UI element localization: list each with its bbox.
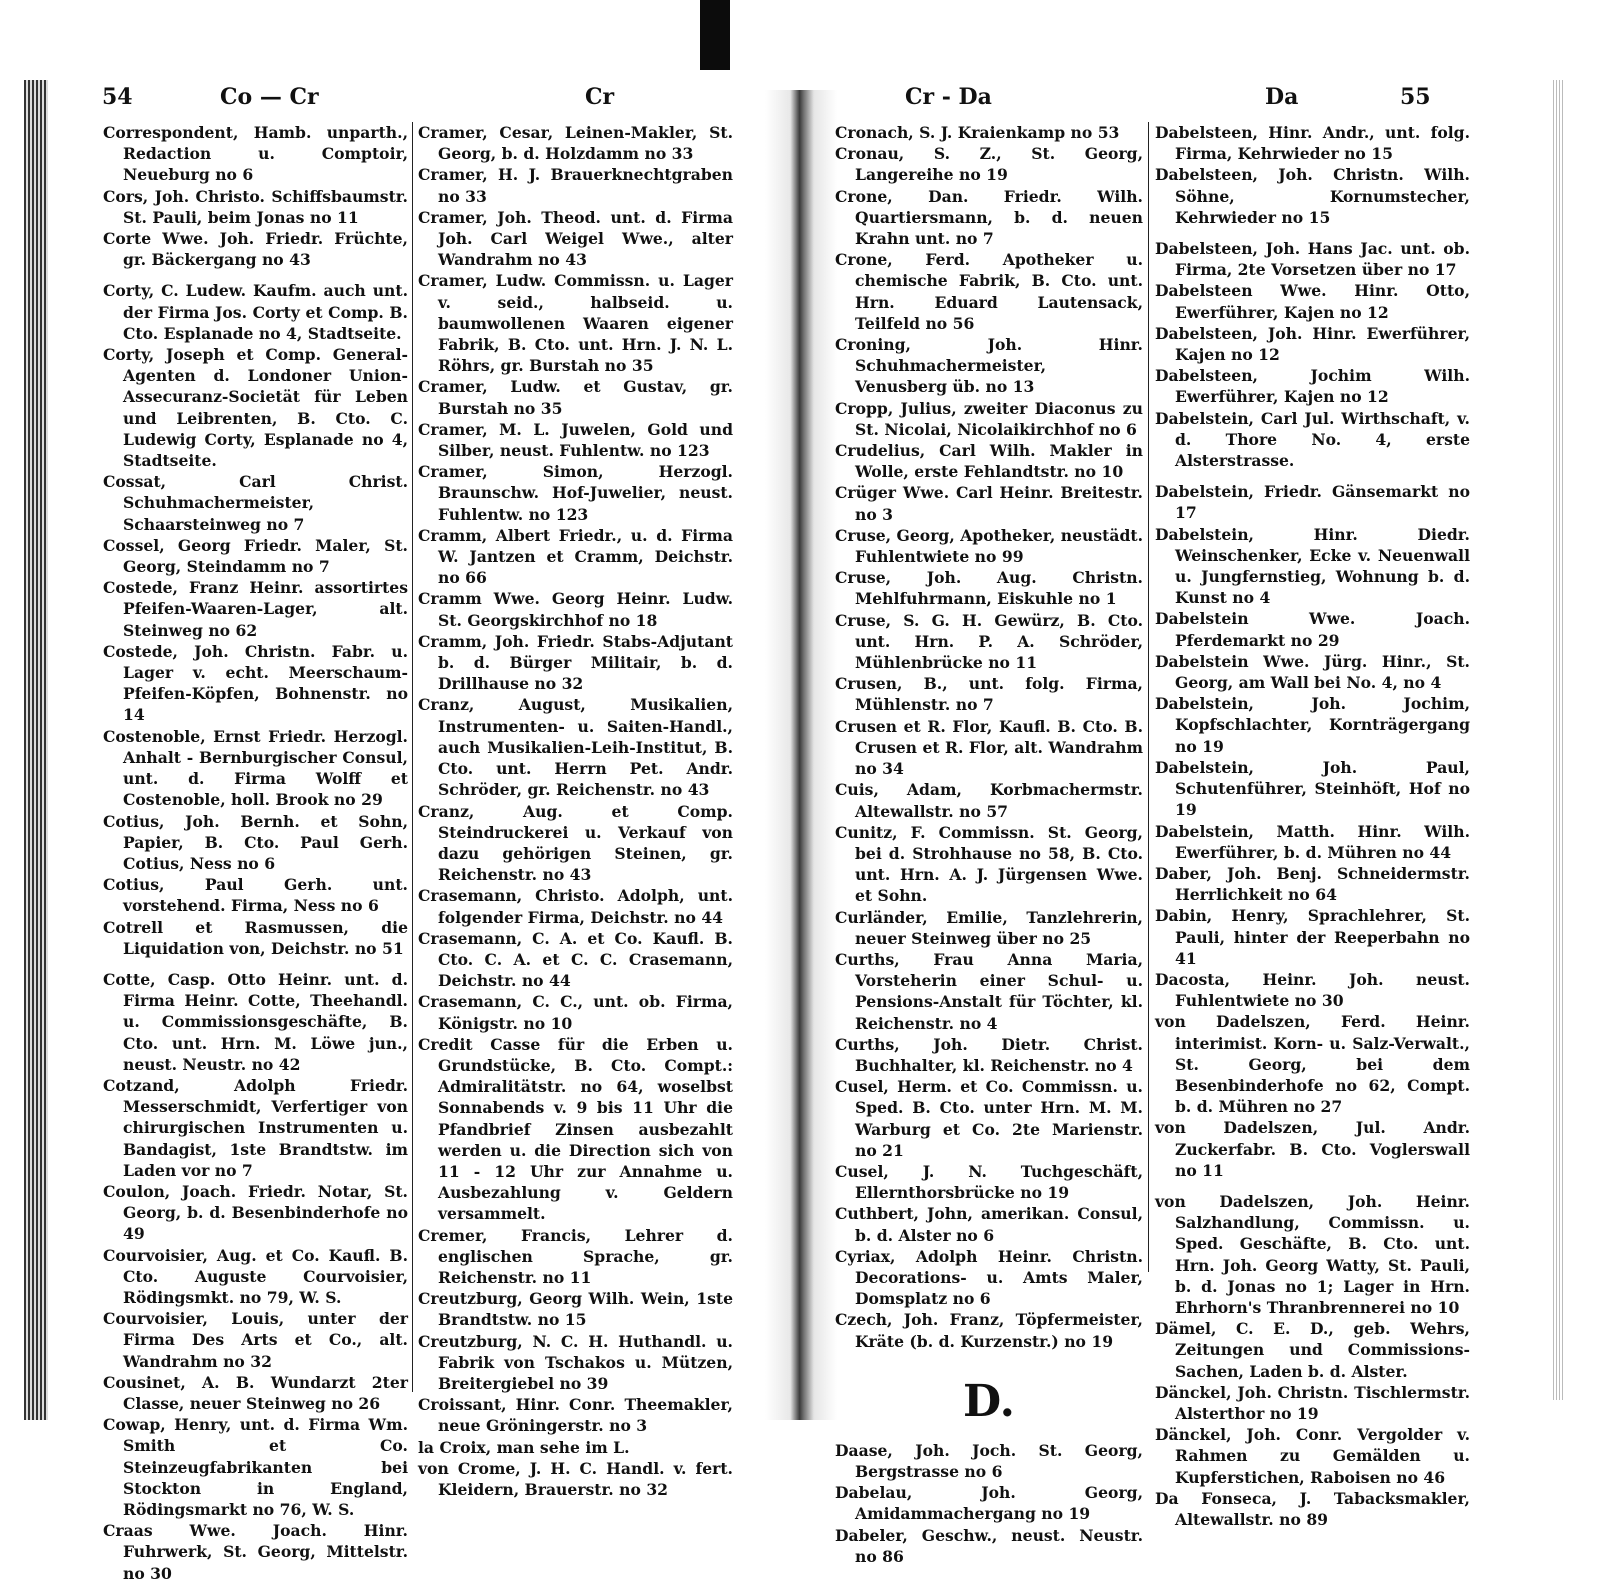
directory-entry xyxy=(103,577,408,641)
entry-text: Dabelau, Joh. Georg, Amidammachergang no 19 xyxy=(835,1483,1143,1524)
directory-entry xyxy=(835,567,1143,609)
entry-text: Dabelsteen, Joh. Hinr. Ewerführer, Kajen no 12 xyxy=(1155,323,1470,365)
directory-entry xyxy=(835,779,1143,821)
directory-entry xyxy=(103,1308,408,1372)
entry-text: Curths, Frau Anna Maria, Vorsteherin einer Schul- u. Pensions-Anstalt für Töchter, kl. Reichenstr. no 4 xyxy=(835,949,1143,1033)
directory-entry xyxy=(1155,1117,1470,1181)
directory-entry xyxy=(835,1246,1143,1310)
directory-entry xyxy=(835,673,1143,715)
entry-text: Cramer, Simon, Herzogl. Braunschw. Hof-Juwelier, neust. Fuhlentw. no 123 xyxy=(418,462,733,524)
entry-text: Dabelstein Wwe. Joach. Pferdemarkt no 29 xyxy=(1155,609,1470,650)
directory-entry xyxy=(1155,122,1470,164)
directory-entry xyxy=(103,874,408,916)
entry-text: Dabelstein Wwe. Jürg. Hinr., St. Georg, am Wall bei No. 4, no 4 xyxy=(1155,651,1470,693)
entry-text: Cowap, Henry, unt. d. Firma Wm. Smith et Co. Steinzeugfabrikanten bei Stockton in England, Rödingsmarkt no 76, W. S. xyxy=(103,1415,408,1519)
directory-entry xyxy=(835,822,1143,907)
section-letter: D. xyxy=(963,1375,1015,1427)
entry-text: Cusel, J. N. Tuchgeschäft, Ellernthorsbrücke no 19 xyxy=(835,1161,1143,1203)
directory-entry xyxy=(835,1203,1143,1245)
entry-text: Cranz, August, Musikalien, Instrumenten- u. Saiten-Handl., auch Musikalien-Leih-Institut, B. Cto. unt. Herrn Pet. Andr. Schröder, gr. Reichenstr. no 43 xyxy=(418,695,733,800)
directory-entry xyxy=(835,440,1143,482)
directory-entry xyxy=(103,726,408,811)
directory-entry xyxy=(1155,323,1470,365)
directory-entry xyxy=(835,1525,1143,1567)
spacer xyxy=(1155,228,1470,238)
directory-entry xyxy=(103,1075,408,1181)
directory-entry xyxy=(418,207,733,271)
directory-entry xyxy=(1155,905,1470,969)
directory-entry xyxy=(418,928,733,992)
directory-entry xyxy=(103,280,408,344)
entry-text: Cors, Joh. Christo. Schiffsbaumstr. St. Pauli, beim Jonas no 11 xyxy=(103,186,408,227)
entry-text: Courvoisier, Aug. et Co. Kaufl. B. Cto. Auguste Courvoisier, Rödingsmkt. no 79, W. S. xyxy=(103,1245,408,1307)
entry-text: Dabelstein, Hinr. Diedr. Weinschenker, Ecke v. Neuenwall u. Jungfernstieg, Wohnung b. d. Kunst no 4 xyxy=(1155,524,1470,608)
entry-text: Cossel, Georg Friedr. Maler, St. Georg, Steindamm no 7 xyxy=(103,535,408,577)
entry-text: Cramer, M. L. Juwelen, Gold und Silber, neust. Fuhlentw. no 123 xyxy=(418,419,733,461)
entry-text: Dabelsteen, Jochim Wilh. Ewerführer, Kajen no 12 xyxy=(1155,366,1470,407)
directory-entry xyxy=(835,716,1143,780)
entry-text: Coulon, Joach. Friedr. Notar, St. Georg, b. d. Besenbinderhofe no 49 xyxy=(103,1181,408,1244)
directory-entry xyxy=(1155,821,1470,863)
directory-entry xyxy=(103,917,408,959)
entry-text: Dabelstein, Joh. Jochim, Kopfschlachter, Kornträgergang no 19 xyxy=(1155,694,1470,756)
directory-entry xyxy=(835,949,1143,1034)
entry-text: Dabeler, Geschw., neust. Neustr. no 86 xyxy=(835,1525,1143,1566)
entry-text: Dabelstein, Joh. Paul, Schutenführer, Steinhöft, Hof no 19 xyxy=(1155,757,1470,820)
directory-entry xyxy=(418,376,733,418)
entry-text: Cotte, Casp. Otto Heinr. unt. d. Firma Heinr. Cotte, Theehandl. u. Commissionsgeschäfte, B. Cto. unt. Hrn. M. Löwe jun., neust. Neustr. no 42 xyxy=(103,969,408,1074)
directory-entry xyxy=(418,1437,733,1458)
directory-entry xyxy=(103,122,408,186)
entry-text: Dänckel, Joh. Conr. Vergolder v. Rahmen zu Gemälden u. Kupferstichen, Raboisen no 46 xyxy=(1155,1425,1470,1487)
directory-entry xyxy=(1155,693,1470,757)
directory-entry xyxy=(835,525,1143,567)
entry-text: Cranz, Aug. et Comp. Steindruckerei u. Verkauf von dazu gehörigen Steinen, gr. Reichenstr. no 43 xyxy=(418,801,733,885)
directory-entry xyxy=(103,1520,408,1584)
directory-entry xyxy=(103,344,408,471)
directory-entry xyxy=(835,398,1143,440)
directory-entry xyxy=(418,461,733,525)
directory-entry xyxy=(418,588,733,630)
directory-entry xyxy=(1155,365,1470,407)
entry-text: Cousinet, A. B. Wundarzt 2ter Classe, neuer Steinweg no 26 xyxy=(103,1372,408,1413)
directory-entry xyxy=(418,1394,733,1436)
directory-entry xyxy=(418,631,733,695)
page-number: 55 xyxy=(1400,84,1431,110)
entry-text: Cotius, Paul Gerh. unt. vorstehend. Firma, Ness no 6 xyxy=(103,875,408,916)
entry-text: Cremer, Francis, Lehrer d. englischen Sprache, gr. Reichenstr. no 11 xyxy=(418,1225,733,1287)
directory-entry xyxy=(418,1331,733,1395)
entry-text: Daase, Joh. Joch. St. Georg, Bergstrasse no 6 xyxy=(835,1440,1143,1481)
directory-entry xyxy=(835,143,1143,185)
column-2 xyxy=(1155,122,1470,1529)
entry-text: Crasemann, Christo. Adolph, unt. folgender Firma, Deichstr. no 44 xyxy=(418,886,733,927)
entry-text: Craas Wwe. Joach. Hinr. Fuhrwerk, St. Georg, Mittelstr. no 30 xyxy=(103,1521,408,1583)
entry-text: Corty, C. Ludew. Kaufm. auch unt. der Firma Jos. Corty et Comp. B. Cto. Esplanade no 4, Stadtseite. xyxy=(103,281,408,343)
left-page xyxy=(60,80,765,1583)
directory-entry xyxy=(103,1372,408,1414)
directory-entry xyxy=(835,122,1143,143)
film-edge-marker xyxy=(700,0,730,70)
directory-entry xyxy=(103,471,408,535)
page-edges-left xyxy=(24,80,48,1420)
directory-entry xyxy=(835,907,1143,949)
entry-text: Daber, Joh. Benj. Schneidermstr. Herrlichkeit no 64 xyxy=(1155,863,1470,905)
entry-text: Dabelsteen, Joh. Hans Jac. unt. ob. Firma, 2te Vorsetzen über no 17 xyxy=(1155,239,1470,280)
directory-entry xyxy=(103,1181,408,1245)
column-1 xyxy=(835,122,1143,1566)
directory-entry xyxy=(103,969,408,1075)
directory-entry xyxy=(418,1225,733,1289)
right-page-header xyxy=(830,80,1535,116)
entry-text: Costede, Joh. Christn. Fabr. u. Lager v. echt. Meerschaum-Pfeifen-Köpfen, Bohnenstr. no 14 xyxy=(103,641,408,725)
directory-entry xyxy=(835,186,1143,250)
directory-entry xyxy=(1155,1382,1470,1424)
entry-text: Croissant, Hinr. Conr. Theemakler, neue Gröningerstr. no 3 xyxy=(418,1395,733,1436)
entry-text: Crudelius, Carl Wilh. Makler in Wolle, erste Fehlandtstr. no 10 xyxy=(835,441,1143,482)
entry-text: Cruse, Joh. Aug. Christn. Mehlfuhrmann, Eiskuhle no 1 xyxy=(835,568,1143,609)
directory-entry xyxy=(103,186,408,228)
directory-entry xyxy=(835,1034,1143,1076)
entry-text: Cramer, H. J. Brauerknechtgraben no 33 xyxy=(418,165,733,206)
directory-entry xyxy=(1155,757,1470,821)
directory-entry xyxy=(1155,1488,1470,1530)
entry-text: Cramer, Ludw. et Gustav, gr. Burstah no 35 xyxy=(418,377,733,418)
entry-text: Cronach, S. J. Kraienkamp no 53 xyxy=(835,123,1120,142)
directory-entry xyxy=(103,641,408,726)
entry-text: Creutzburg, N. C. H. Huthandl. u. Fabrik von Tschakos u. Mützen, Breitergiebel no 39 xyxy=(418,1331,733,1393)
header-range: Co — Cr xyxy=(220,84,319,110)
entry-text: Curländer, Emilie, Tanzlehrerin, neuer Steinweg über no 25 xyxy=(835,907,1143,948)
entry-text: Corty, Joseph et Comp. General-Agenten d. Londoner Union-Assecuranz-Societät für Leben und Leibrenten, B. Cto. C. Ludewig Corty, Esplanade no 4, Stadtseite. xyxy=(103,345,408,471)
directory-entry xyxy=(835,1076,1143,1161)
entry-text: Cruse, Georg, Apotheker, neustädt. Fuhlentwiete no 99 xyxy=(835,525,1143,567)
directory-entry xyxy=(835,1482,1143,1524)
entry-text: Courvoisier, Louis, unter der Firma Des Arts et Co., alt. Wandrahm no 32 xyxy=(103,1309,408,1371)
entry-text: Dabelstein, Friedr. Gänsemarkt no 17 xyxy=(1155,482,1470,523)
directory-entry xyxy=(418,122,733,164)
entry-text: Crone, Ferd. Apotheker u. chemische Fabrik, B. Cto. unt. Hrn. Eduard Lautensack, Teilfeld no 56 xyxy=(835,250,1143,333)
entry-text: Cruse, S. G. H. Gewürz, B. Cto. unt. Hrn. P. A. Schröder, Mühlenbrücke no 11 xyxy=(835,610,1143,673)
header-range: Cr - Da xyxy=(905,84,992,110)
directory-entry xyxy=(418,419,733,461)
directory-entry xyxy=(835,1161,1143,1203)
spacer xyxy=(103,959,408,969)
header-range: Cr xyxy=(585,84,615,110)
spacer xyxy=(1155,471,1470,481)
directory-entry xyxy=(1155,238,1470,280)
entry-text: Cramm, Joh. Friedr. Stabs-Adjutant b. d. Bürger Militair, b. d. Drillhause no 32 xyxy=(418,631,733,694)
right-page xyxy=(830,80,1535,1566)
directory-entry xyxy=(1155,408,1470,472)
column-1 xyxy=(103,122,408,1583)
directory-entry xyxy=(418,801,733,886)
entry-text: Crusen et R. Flor, Kaufl. B. Cto. B. Crusen et R. Flor, alt. Wandrahm no 34 xyxy=(835,716,1143,779)
directory-entry xyxy=(418,885,733,927)
directory-entry xyxy=(103,1414,408,1520)
directory-entry xyxy=(1155,651,1470,693)
entry-text: Dabelstein, Matth. Hinr. Wilh. Ewerführer, b. d. Mühren no 44 xyxy=(1155,821,1470,862)
entry-text: Correspondent, Hamb. unparth., Redaction u. Comptoir, Neueburg no 6 xyxy=(103,123,408,185)
directory-entry xyxy=(1155,1191,1470,1318)
directory-entry xyxy=(103,811,408,875)
entry-text: Dabelsteen, Joh. Christn. Wilh. Söhne, Kornumstecher, Kehrwieder no 15 xyxy=(1155,165,1470,227)
entry-text: Cuthbert, John, amerikan. Consul, b. d. Alster no 6 xyxy=(835,1204,1143,1245)
entry-text: Cramm Wwe. Georg Heinr. Ludw. St. Georgskirchhof no 18 xyxy=(418,589,733,630)
directory-entry xyxy=(835,1309,1143,1351)
entry-text: Crone, Dan. Friedr. Wilh. Quartiersmann, b. d. neuen Krahn unt. no 7 xyxy=(835,186,1143,249)
entry-text: Dabelstein, Carl Jul. Wirthschaft, v. d. Thore No. 4, erste Alsterstrasse. xyxy=(1155,408,1470,471)
entry-text: Dabin, Henry, Sprachlehrer, St. Pauli, hinter der Reeperbahn no 41 xyxy=(1155,906,1470,968)
entry-text: Cossat, Carl Christ. Schuhmachermeister, Schaarsteinweg no 7 xyxy=(103,472,408,534)
entry-text: Czech, Joh. Franz, Töpfermeister, Kräte (b. d. Kurzenstr.) no 19 xyxy=(835,1310,1143,1351)
directory-entry xyxy=(1155,280,1470,322)
entry-text: Crasemann, C. A. et Co. Kaufl. B. Cto. C. A. et C. C. Crasemann, Deichstr. no 44 xyxy=(418,928,733,991)
directory-entry xyxy=(418,991,733,1033)
directory-entry xyxy=(835,249,1143,334)
entry-text: Cotius, Joh. Bernh. et Sohn, Papier, B. Cto. Paul Gerh. Cotius, Ness no 6 xyxy=(103,811,408,873)
entry-text: Cuis, Adam, Korbmachermstr. Altewallstr. no 57 xyxy=(835,780,1143,821)
directory-entry xyxy=(1155,608,1470,650)
page-number: 54 xyxy=(102,84,133,110)
directory-entry xyxy=(418,1034,733,1225)
entry-text: Cotrell et Rasmussen, die Liquidation von, Deichstr. no 51 xyxy=(103,917,408,958)
directory-entry xyxy=(418,270,733,376)
entry-text: Costenoble, Ernst Friedr. Herzogl. Anhalt - Bernburgischer Consul, unt. d. Firma Wolff et Costenoble, holl. Brook no 29 xyxy=(103,726,408,810)
entry-text: Croning, Joh. Hinr. Schuhmachermeister, Venusberg üb. no 13 xyxy=(835,335,1143,397)
header-range: Da xyxy=(1265,84,1299,110)
page-edges-right xyxy=(1553,80,1563,1400)
directory-entry xyxy=(103,1245,408,1309)
entry-text: Cusel, Herm. et Co. Commissn. u. Sped. B. Cto. unter Hrn. M. M. Warburg et Co. 2te Marienstr. no 21 xyxy=(835,1077,1143,1160)
entry-text: Corte Wwe. Joh. Friedr. Früchte, gr. Bäckergang no 43 xyxy=(103,229,408,270)
entry-text: Da Fonseca, J. Tabacksmakler, Altewallstr. no 89 xyxy=(1155,1488,1470,1529)
directory-entry xyxy=(1155,1318,1470,1382)
entry-text: Crusen, B., unt. folg. Firma, Mühlenstr. no 7 xyxy=(835,674,1143,715)
book-gutter xyxy=(765,90,837,1420)
directory-entry xyxy=(103,228,408,270)
directory-entry xyxy=(1155,1424,1470,1488)
left-page-header xyxy=(60,80,765,116)
directory-entry xyxy=(1155,969,1470,1011)
directory-entry xyxy=(103,535,408,577)
directory-entry xyxy=(1155,863,1470,905)
directory-entry xyxy=(418,1288,733,1330)
entry-text: Cunitz, F. Commissn. St. Georg, bei d. Strohhause no 58, B. Cto. unt. Hrn. A. J. Jürgensen Wwe. et Sohn. xyxy=(835,822,1143,906)
entry-text: Credit Casse für die Erben u. Grundstücke, B. Cto. Compt.: Admiralitätstr. no 64, woselbst Sonnabends v. 9 bis 11 Uhr die Pfandbrief Zinsen ausbezahlt werden u. die Direction sich von 11 - 12 Uhr zur Annahme u. Ausbezahlung v. Geldern versammelt. xyxy=(418,1034,733,1224)
entry-text: Cyriax, Adolph Heinr. Christn. Decorations- u. Amts Maler, Domsplatz no 6 xyxy=(835,1246,1143,1309)
entry-text: la Croix, man sehe im L. xyxy=(418,1437,630,1457)
entry-text: von Dadelszen, Joh. Heinr. Salzhandlung, Commissn. u. Sped. Geschäfte, B. Cto. unt. Hrn. Joh. Georg Watty, St. Pauli, b. d. Jonas no 1; Lager in Hrn. Ehrhorn's Thranbrennerei no 10 xyxy=(1155,1191,1470,1317)
entry-text: Cropp, Julius, zweiter Diaconus zu St. Nicolai, Nicolaikirchhof no 6 xyxy=(835,398,1143,439)
directory-entry xyxy=(1155,164,1470,228)
entry-text: Curths, Joh. Dietr. Christ. Buchhalter, kl. Reichenstr. no 4 xyxy=(835,1034,1143,1075)
directory-entry xyxy=(835,610,1143,674)
entry-text: von Crome, J. H. C. Handl. v. fert. Kleidern, Brauerstr. no 32 xyxy=(418,1458,733,1499)
entry-text: Crasemann, C. C., unt. ob. Firma, Königstr. no 10 xyxy=(418,992,733,1033)
entry-text: Cramer, Ludw. Commissn. u. Lager v. seid., halbseid. u. baumwollenen Waaren eigener Fabrik, B. Cto. unt. Hrn. J. N. L. Röhrs, gr. Burstah no 35 xyxy=(418,271,733,376)
directory-entry xyxy=(418,1458,733,1500)
column-2 xyxy=(418,122,733,1499)
entry-text: von Dadelszen, Jul. Andr. Zuckerfabr. B. Cto. Voglerswall no 11 xyxy=(1155,1118,1470,1180)
entry-text: Cramm, Albert Friedr., u. d. Firma W. Jantzen et Cramm, Deichstr. no 66 xyxy=(418,525,733,588)
directory-entry xyxy=(835,1440,1143,1482)
directory-entry xyxy=(835,334,1143,398)
directory-entry xyxy=(418,525,733,589)
directory-entry xyxy=(835,482,1143,524)
directory-entry xyxy=(1155,1011,1470,1117)
directory-entry xyxy=(418,694,733,800)
entry-text: Dämel, C. E. D., geb. Wehrs, Zeitungen und Commissions-Sachen, Laden b. d. Alster. xyxy=(1155,1319,1470,1381)
entry-text: Cramer, Cesar, Leinen-Makler, St. Georg, b. d. Holzdamm no 33 xyxy=(418,123,733,164)
entry-text: Crüger Wwe. Carl Heinr. Breitestr. no 3 xyxy=(835,483,1143,524)
entry-text: Cronau, S. Z., St. Georg, Langereihe no 19 xyxy=(835,144,1143,185)
entry-text: Dabelsteen, Hinr. Andr., unt. folg. Firma, Kehrwieder no 15 xyxy=(1155,123,1470,164)
directory-entry xyxy=(1155,524,1470,609)
entry-text: von Dadelszen, Ferd. Heinr. interimist. Korn- u. Salz-Verwalt., St. Georg, bei dem Besenbinderhofe no 62, Compt. b. d. Mühren no 27 xyxy=(1155,1012,1470,1117)
open-book xyxy=(40,80,1555,1583)
entry-text: Dänckel, Joh. Christn. Tischlermstr. Alsterthor no 19 xyxy=(1155,1382,1470,1423)
entry-text: Cotzand, Adolph Friedr. Messerschmidt, Verfertiger von chirurgischen Instrumenten u. Bandagist, 1ste Brandtstw. im Laden vor no 7 xyxy=(103,1075,408,1180)
spacer xyxy=(103,270,408,280)
entry-text: Cramer, Joh. Theod. unt. d. Firma Joh. Carl Weigel Wwe., alter Wandrahm no 43 xyxy=(418,207,733,270)
entry-text: Costede, Franz Heinr. assortirtes Pfeifen-Waaren-Lager, alt. Steinweg no 62 xyxy=(103,578,408,640)
entry-text: Creutzburg, Georg Wilh. Wein, 1ste Brandtstw. no 15 xyxy=(418,1289,733,1330)
directory-entry xyxy=(418,164,733,206)
spacer xyxy=(1155,1181,1470,1191)
entry-text: Dacosta, Heinr. Joh. neust. Fuhlentwiete no 30 xyxy=(1155,969,1470,1011)
directory-entry xyxy=(1155,481,1470,523)
entry-text: Dabelsteen Wwe. Hinr. Otto, Ewerführer, Kajen no 12 xyxy=(1155,281,1470,322)
